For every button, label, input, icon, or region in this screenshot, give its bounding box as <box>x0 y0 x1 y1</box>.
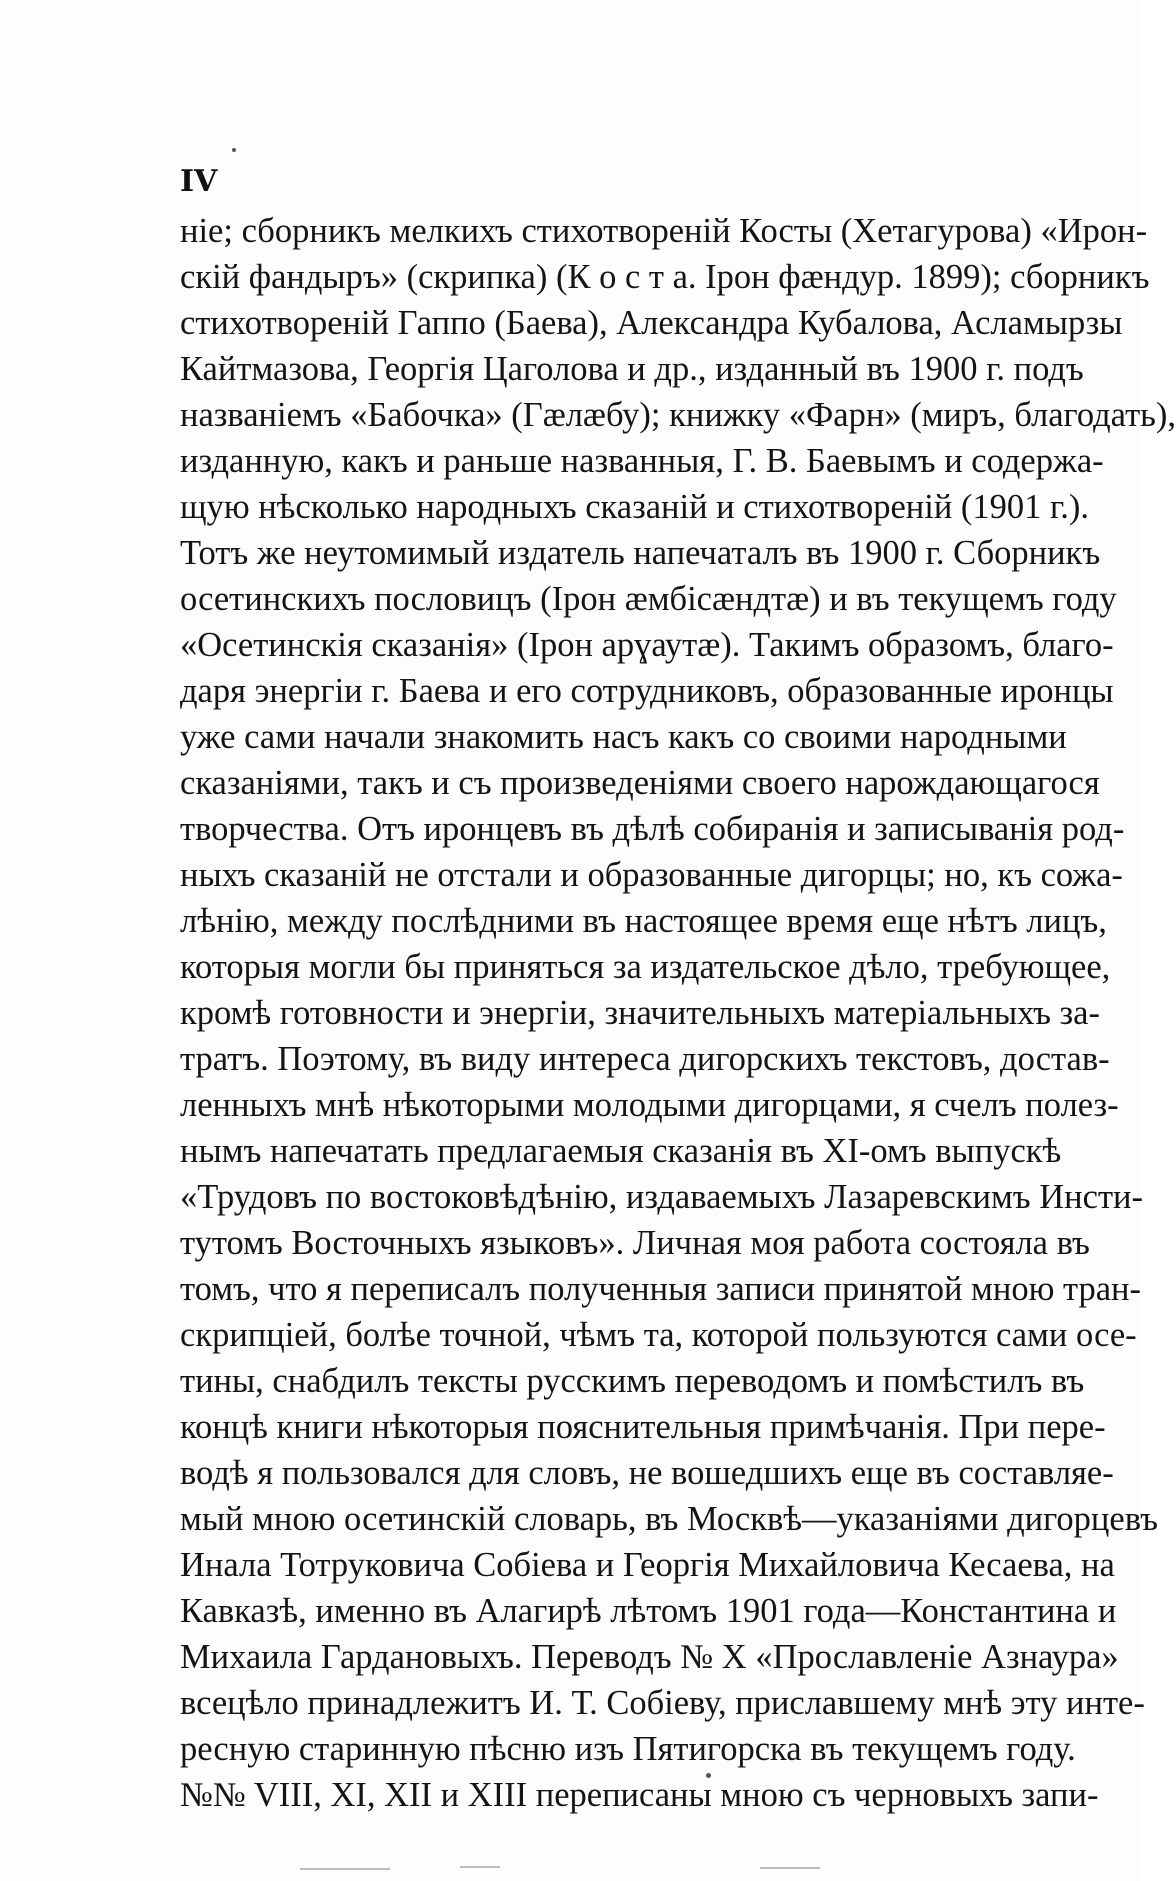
text-line: кромѣ готовности и энергіи, значительныхъ матеріальныхъ за- <box>180 994 1100 1032</box>
text-line: щую нѣсколько народныхъ сказаній и стихотвореній (1901 г.). <box>180 488 1090 526</box>
text-line: скій фандыръ» (скрипка) (К о с т а. Ірон фæндур. 1899); сборникъ <box>180 258 1150 296</box>
text-line: Тотъ же неутомимый издатель напечаталъ въ 1900 г. Сборникъ <box>180 534 1101 572</box>
text-line: «Трудовъ по востоковѣдѣнію, издаваемыхъ Лазаревскимъ Инсти- <box>180 1178 1143 1216</box>
text-line: уже сами начали знакомить насъ какъ со своими народными <box>180 718 1067 756</box>
text-line: Инала Тотруковича Собіева и Георгія Михайловича Кесаева, на <box>180 1546 1115 1584</box>
text-line: Кавказѣ, именно въ Алагирѣ лѣтомъ 1901 года—Константина и <box>180 1592 1117 1630</box>
text-line: стихотвореній Гаппо (Баева), Александра Кубалова, Асламырзы <box>180 304 1123 342</box>
text-line: которыя могли бы приняться за издательское дѣло, требующее, <box>180 948 1111 986</box>
text-line: творчества. Отъ иронцевъ въ дѣлѣ собиранія и записыванія род- <box>180 810 1125 848</box>
text-line: лѣнію, между послѣдними въ настоящее время еще нѣтъ лицъ, <box>180 902 1107 940</box>
text-line: мый мною осетинскій словарь, въ Москвѣ—указаніями дигорцевъ <box>180 1500 1158 1538</box>
text-line: нымъ напечатать предлагаемыя сказанія въ XI-омъ выпускѣ <box>180 1132 1062 1170</box>
text-line: томъ, что я переписалъ полученныя записи принятой мною тран- <box>180 1270 1141 1308</box>
text-line: ленныхъ мнѣ нѣкоторыми молодыми дигорцами, я счелъ полез- <box>180 1086 1119 1124</box>
text-line: водѣ я пользовался для словъ, не вошедшихъ еще въ составляе- <box>180 1454 1114 1492</box>
text-line: скрипціей, болѣе точной, чѣмъ та, которой пользуются сами осе- <box>180 1316 1137 1354</box>
text-line: изданную, какъ и раньше названныя, Г. В. Баевымъ и содержа- <box>180 442 1104 480</box>
body-text <box>180 208 1176 1818</box>
text-line: даря энергіи г. Баева и его сотрудниковъ, образованные иронцы <box>180 672 1114 710</box>
text-line: №№ VIII, XI, XII и XIII переписаны мною съ черновыхъ запи- <box>180 1776 1099 1814</box>
text-line: названіемъ «Бабочка» (Гæлæбу); книжку «Фарн» (миръ, благодать), <box>180 396 1176 434</box>
text-line: тутомъ Восточныхъ языковъ». Личная моя работа состояла въ <box>180 1224 1090 1262</box>
scan-edge-mark <box>300 1868 390 1870</box>
text-line: тины, снабдилъ тексты русскимъ переводомъ и помѣстилъ въ <box>180 1362 1085 1400</box>
text-line: ныхъ сказаній не отстали и образованные дигорцы; но, къ сожа- <box>180 856 1123 894</box>
scan-edge-mark <box>460 1866 500 1868</box>
text-line: Кайтмазова, Георгія Цаголова и др., изданный въ 1900 г. подъ <box>180 350 1084 388</box>
text-line: ресную старинную пѣсню изъ Пятигорска въ текущемъ году. <box>180 1730 1076 1768</box>
text-line: «Осетинскія сказанія» (Ірон арɣаутæ). Такимъ образомъ, благо- <box>180 626 1114 664</box>
page-number: IV <box>180 164 218 199</box>
text-line: ніе; сборникъ мелкихъ стихотвореній Косты (Хетагурова) «Ирон- <box>180 212 1148 250</box>
text-line: всецѣло принадлежитъ И. Т. Собіеву, приславшему мнѣ эту инте- <box>180 1684 1145 1722</box>
scan-edge-mark <box>760 1867 820 1869</box>
text-line: сказаніями, такъ и съ произведеніями своего нарождающагося <box>180 764 1100 802</box>
ink-speck <box>232 148 236 152</box>
text-line: осетинскихъ пословицъ (Ірон æмбісæндтæ) и въ текущемъ году <box>180 580 1117 618</box>
text-line: концѣ книги нѣкоторыя пояснительныя примѣчанія. При пере- <box>180 1408 1106 1446</box>
text-line: тратъ. Поэтому, въ виду интереса дигорскихъ текстовъ, достав- <box>180 1040 1110 1078</box>
text-line: Михаила Гардановыхъ. Переводъ № X «Прославленіе Азнаура» <box>180 1638 1119 1676</box>
